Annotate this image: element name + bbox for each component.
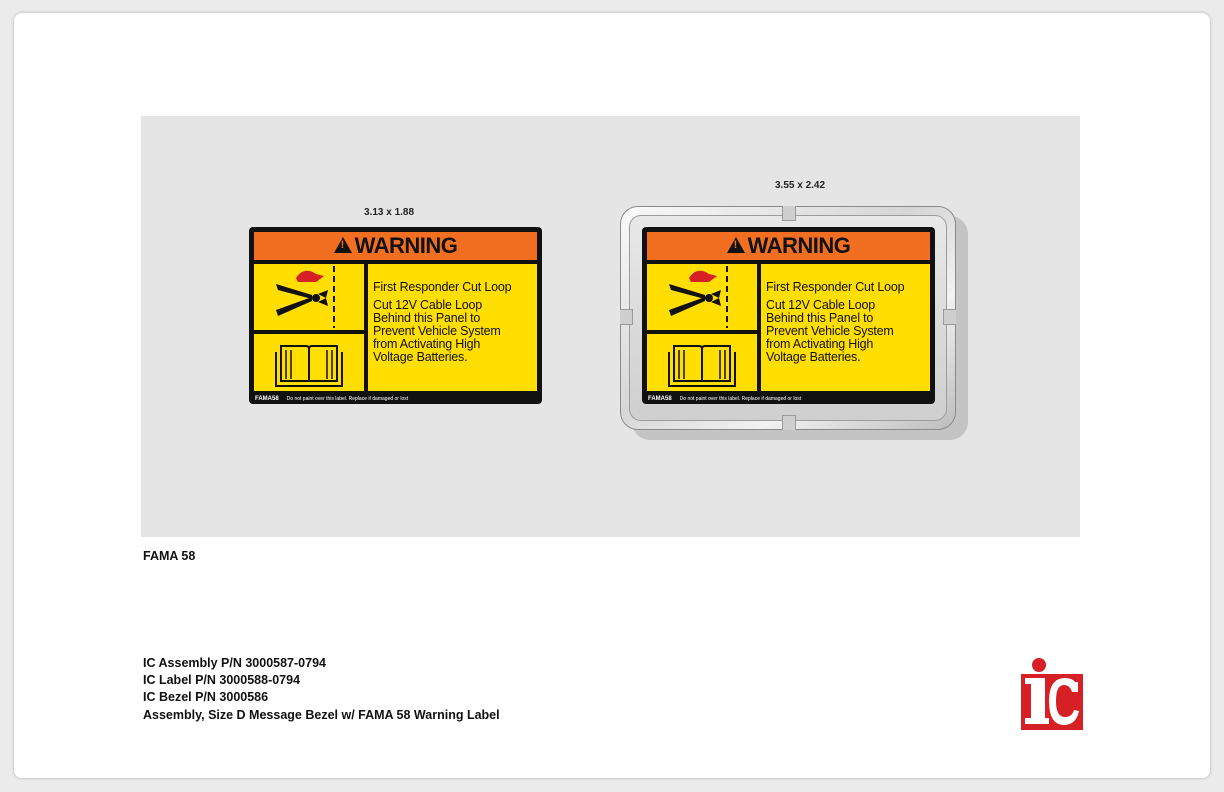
fine-print: Do not paint over this label. Replace if damaged or lost: [679, 396, 802, 402]
bezel-pn: IC Bezel P/N 3000586: [143, 690, 269, 704]
book-icon: [254, 334, 364, 391]
fine-print: Do not paint over this label. Replace if damaged or lost: [286, 396, 409, 402]
message-line: from Activating High: [766, 337, 874, 351]
bezel-notch-top: [782, 206, 796, 221]
message-line: Prevent Vehicle System: [766, 324, 894, 338]
label-code: FAMA58: [255, 396, 279, 402]
bezel-notch-bottom: [782, 415, 796, 430]
message-line: Cut 12V Cable Loop: [766, 298, 875, 312]
warning-heading: WARNING: [747, 233, 851, 258]
message-line: Behind this Panel to: [766, 311, 874, 325]
caption: FAMA 58: [143, 549, 196, 563]
assembly-pn: IC Assembly P/N 3000587-0794: [143, 656, 326, 670]
message-line: Cut 12V Cable Loop: [373, 298, 482, 312]
label-dimension: 3.13 x 1.88: [364, 207, 415, 218]
warning-message: [368, 264, 537, 391]
bezel-notch-left: [620, 309, 633, 325]
warning-label-standalone: [249, 227, 542, 404]
message-line: Prevent Vehicle System: [373, 324, 501, 338]
cut-loop-pictogram: [254, 264, 364, 330]
warning-triangle-icon: [727, 237, 745, 253]
cable-cutter-icon: [647, 264, 757, 330]
warning-header: [254, 232, 537, 260]
cut-loop-pictogram: [647, 264, 757, 330]
warning-heading: WARNING: [354, 233, 458, 258]
manual-pictogram: [647, 334, 757, 391]
label-pn: IC Label P/N 3000588-0794: [143, 673, 301, 687]
message-line: Behind this Panel to: [373, 311, 481, 325]
cable-cutter-icon: [254, 264, 364, 330]
warning-message: [761, 264, 930, 391]
warning-label-in-bezel: [642, 227, 935, 404]
ic-logo-icon: [1020, 656, 1084, 730]
label-footer: [648, 396, 801, 402]
bezel-dimension: 3.55 x 2.42: [775, 180, 826, 191]
warning-triangle-icon: [334, 237, 352, 253]
message-line: Voltage Batteries.: [373, 350, 468, 364]
label-code: FAMA58: [648, 396, 672, 402]
assembly-description: Assembly, Size D Message Bezel w/ FAMA 58 Warning Label: [143, 708, 500, 722]
message-title: First Responder Cut Loop: [373, 280, 512, 294]
warning-header: [647, 232, 930, 260]
message-title: First Responder Cut Loop: [766, 280, 905, 294]
manual-pictogram: [254, 334, 364, 391]
message-line: from Activating High: [373, 337, 481, 351]
book-icon: [647, 334, 757, 391]
label-footer: [255, 396, 408, 402]
message-line: Voltage Batteries.: [766, 350, 861, 364]
bezel-notch-right: [943, 309, 956, 325]
